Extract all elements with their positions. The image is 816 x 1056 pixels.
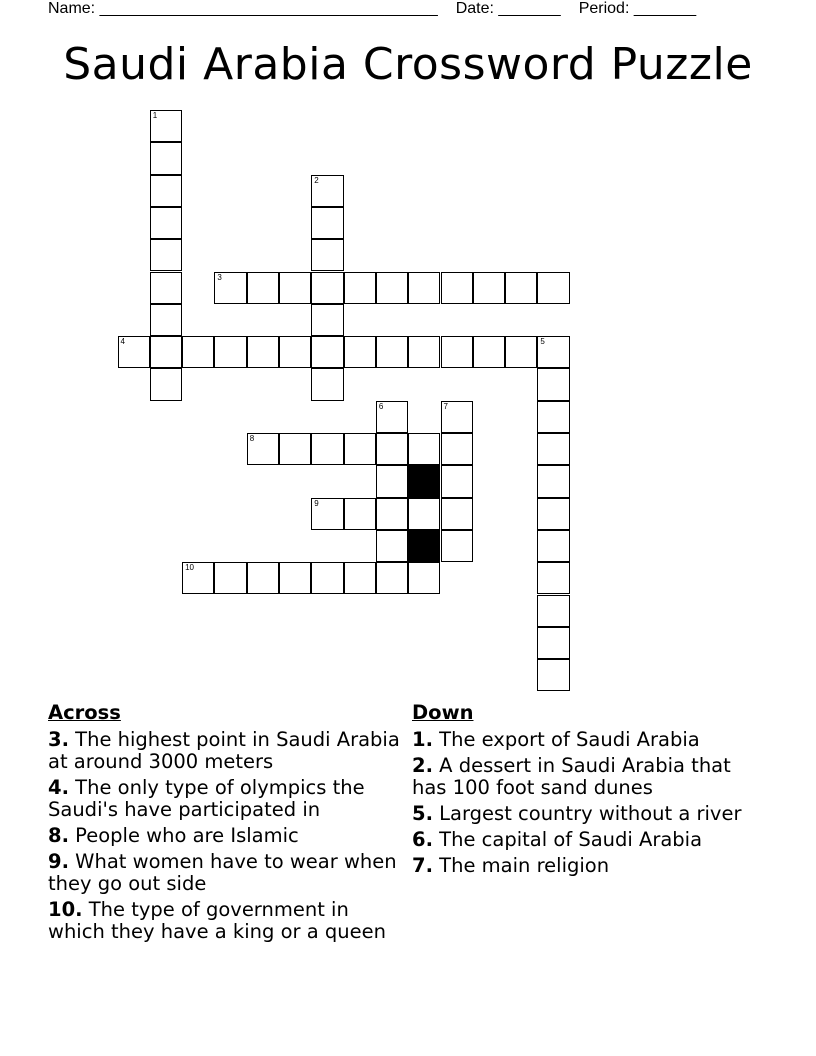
black-cell [408, 530, 440, 562]
clue-number-label: 4. [48, 776, 69, 799]
grid-cell[interactable] [311, 272, 343, 304]
grid-cell[interactable] [311, 239, 343, 271]
clue-number-label: 2. [412, 754, 433, 777]
grid-cell[interactable] [214, 336, 246, 368]
clue-number: 8 [249, 434, 255, 443]
clue-number-label: 7. [412, 854, 433, 877]
grid-cell[interactable] [150, 304, 182, 336]
clue-text: The main religion [432, 854, 610, 877]
grid-cell[interactable] [537, 595, 569, 627]
across-clue-list [48, 729, 403, 943]
grid-cell[interactable] [247, 272, 279, 304]
date-field[interactable]: Date: _______ [455, 0, 561, 17]
down-clue [412, 755, 742, 799]
name-field[interactable]: Name: ______________________________________ [48, 0, 438, 17]
grid-cell[interactable] [376, 336, 408, 368]
clue-number: 5 [540, 337, 545, 347]
down-clue [412, 829, 742, 851]
grid-cell[interactable] [279, 272, 311, 304]
grid-cell[interactable] [537, 627, 569, 659]
grid-cell[interactable] [150, 239, 182, 271]
page-title: Saudi Arabia Crossword Puzzle [63, 39, 753, 90]
grid-cell[interactable] [150, 368, 182, 400]
clue-number: 10 [185, 563, 194, 573]
grid-cell[interactable] [279, 336, 311, 368]
across-heading: Across [48, 701, 121, 724]
clue-number: 4 [120, 337, 125, 347]
clue-number: 1 [152, 111, 158, 120]
clue-text: The only type of olympics the Saudi's have participated in [48, 776, 365, 821]
clue-number: 9 [314, 498, 319, 508]
grid-cell[interactable] [537, 336, 569, 368]
clue-number-label: 6. [412, 828, 433, 851]
grid-cell[interactable] [150, 142, 182, 174]
grid-cell[interactable] [182, 336, 214, 368]
grid-cell[interactable] [376, 272, 408, 304]
black-cell [408, 465, 440, 497]
grid-cell[interactable] [214, 272, 246, 304]
grid-cell[interactable] [311, 207, 343, 239]
grid-cell[interactable] [279, 433, 311, 465]
grid-cell[interactable] [441, 465, 473, 497]
grid-cell[interactable] [150, 336, 182, 368]
clue-number: 6 [378, 401, 384, 411]
down-clue [412, 855, 742, 877]
grid-cell[interactable] [376, 401, 408, 433]
grid-cell[interactable] [311, 175, 343, 207]
grid-cell[interactable] [376, 498, 408, 530]
clue-text: The highest point in Saudi Arabia at around 3000 meters [48, 728, 400, 773]
grid-cell[interactable] [311, 368, 343, 400]
grid-cell[interactable] [537, 498, 569, 530]
grid-cell[interactable] [441, 530, 473, 562]
grid-cell[interactable] [344, 498, 376, 530]
clue-number: 3 [217, 272, 222, 282]
clue-number: 2 [314, 175, 319, 185]
grid-cell[interactable] [344, 336, 376, 368]
grid-cell[interactable] [408, 336, 440, 368]
clue-text: The type of government in which they have a king or a queen [48, 898, 386, 943]
grid-cell[interactable] [537, 401, 569, 433]
grid-cell[interactable] [408, 433, 440, 465]
grid-cell[interactable] [376, 465, 408, 497]
grid-cell[interactable] [473, 336, 505, 368]
clue-text: Largest country without a river [432, 802, 742, 825]
clue-number-label: 10. [48, 898, 83, 921]
down-clue [412, 729, 742, 751]
grid-cell[interactable] [311, 304, 343, 336]
clue-text: The capital of Saudi Arabia [432, 828, 703, 851]
grid-cell[interactable] [247, 562, 279, 594]
clue-number-label: 1. [412, 728, 433, 751]
clue-text: What women have to wear when they go out side [48, 850, 397, 895]
grid-cell[interactable] [182, 562, 214, 594]
across-clue [48, 899, 403, 943]
across-clue [48, 777, 403, 821]
clue-number-label: 9. [48, 850, 69, 873]
grid-cell[interactable] [376, 530, 408, 562]
grid-cell[interactable] [344, 433, 376, 465]
grid-cell[interactable] [214, 562, 246, 594]
grid-cell[interactable] [344, 562, 376, 594]
down-clue-list [412, 729, 742, 877]
down-clue [412, 803, 742, 825]
grid-cell[interactable] [376, 562, 408, 594]
grid-cell[interactable] [441, 498, 473, 530]
grid-cell[interactable] [311, 336, 343, 368]
across-clue [48, 729, 403, 773]
clue-number: 7 [443, 401, 448, 411]
across-clues [48, 702, 403, 947]
period-field[interactable]: Period: _______ [578, 0, 697, 17]
grid-cell[interactable] [441, 336, 473, 368]
clue-text: The export of Saudi Arabia [432, 728, 700, 751]
grid-cell[interactable] [537, 562, 569, 594]
clue-number-label: 3. [48, 728, 69, 751]
across-clue [48, 825, 403, 847]
grid-cell[interactable] [408, 498, 440, 530]
grid-cell[interactable] [344, 272, 376, 304]
clue-text: People who are Islamic [68, 824, 299, 847]
grid-cell[interactable] [473, 272, 505, 304]
across-clue [48, 851, 403, 895]
grid-cell[interactable] [505, 272, 537, 304]
grid-cell[interactable] [311, 433, 343, 465]
down-clues [412, 702, 742, 881]
grid-cell[interactable] [311, 498, 343, 530]
grid-cell[interactable] [247, 433, 279, 465]
grid-cell[interactable] [408, 562, 440, 594]
grid-cell[interactable] [408, 272, 440, 304]
grid-cell[interactable] [537, 433, 569, 465]
grid-cell[interactable] [311, 562, 343, 594]
clue-text: A dessert in Saudi Arabia that has 100 foot sand dunes [412, 754, 731, 799]
grid-cell[interactable] [441, 433, 473, 465]
grid-cell[interactable] [441, 272, 473, 304]
grid-cell[interactable] [376, 433, 408, 465]
down-heading: Down [412, 701, 474, 724]
grid-cell[interactable] [118, 336, 150, 368]
grid-cell[interactable] [441, 401, 473, 433]
clue-number-label: 5. [412, 802, 433, 825]
grid-cell[interactable] [150, 272, 182, 304]
grid-cell[interactable] [537, 530, 569, 562]
grid-cell[interactable] [505, 336, 537, 368]
grid-cell[interactable] [537, 465, 569, 497]
grid-cell[interactable] [247, 336, 279, 368]
grid-cell[interactable] [537, 272, 569, 304]
grid-cell[interactable] [150, 175, 182, 207]
grid-cell[interactable] [279, 562, 311, 594]
grid-cell[interactable] [537, 659, 569, 691]
grid-cell[interactable] [537, 368, 569, 400]
grid-cell[interactable] [150, 207, 182, 239]
clue-number-label: 8. [48, 824, 69, 847]
grid-cell[interactable] [150, 110, 182, 142]
